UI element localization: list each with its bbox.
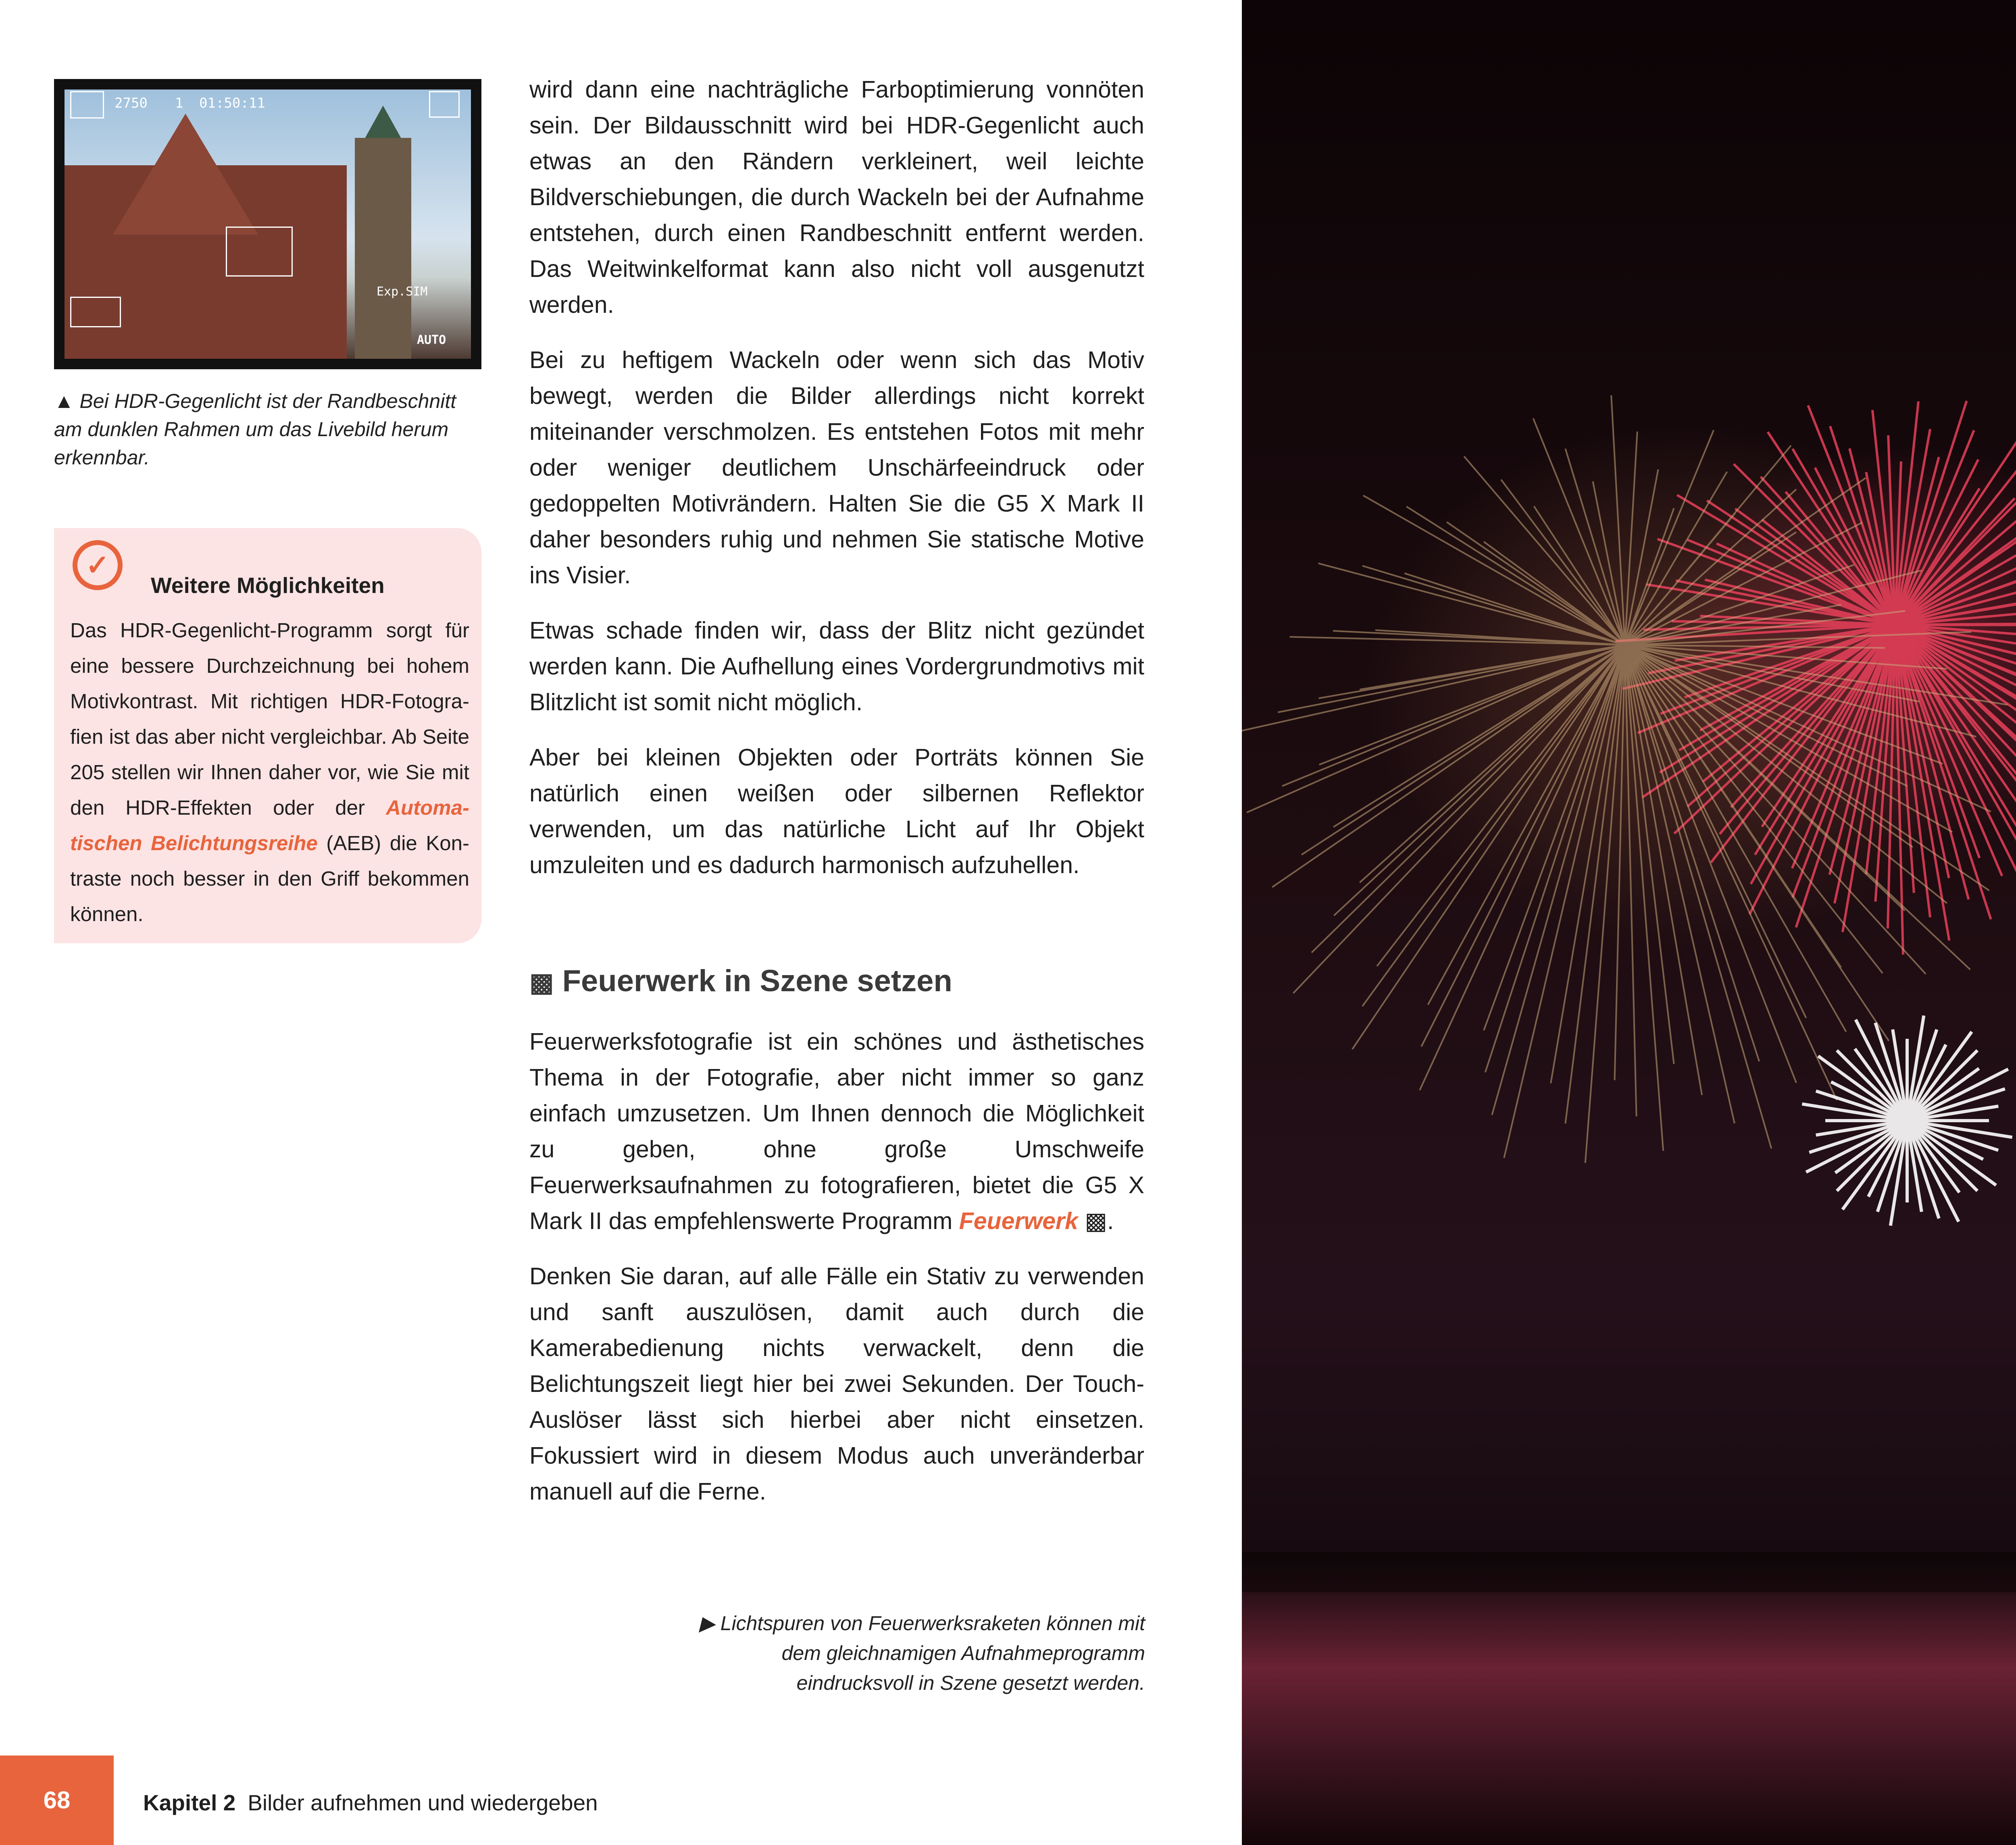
spark-ray — [1907, 1068, 1979, 1121]
tip-title: Weitere Möglichkeiten — [151, 573, 385, 598]
running-footer — [143, 1790, 598, 1816]
spark-ray — [1428, 645, 1625, 1005]
spark-ray — [1625, 645, 1883, 973]
spark-ray — [1835, 1121, 1907, 1173]
fireworks-mode-icon: ▩ — [1078, 1208, 1107, 1234]
spark-ray — [1362, 566, 1625, 645]
scene-mode-icon — [70, 91, 104, 119]
spark-ray — [1907, 1121, 1960, 1192]
spark-ray — [1421, 645, 1625, 1046]
section-heading: ▩ Feuerwerk in Szene setzen — [529, 964, 952, 998]
spark-ray — [1843, 1121, 1907, 1210]
spark-ray — [1625, 445, 1791, 645]
settings-icon — [429, 91, 460, 118]
red-burst — [1615, 401, 2016, 955]
text-column-2 — [529, 1024, 1144, 1529]
exposure-sim-label: Exp.SIM — [377, 285, 428, 299]
fireworks-mode-name: Feuerwerk — [959, 1208, 1078, 1234]
image-caption: ▲ Bei HDR-Gegenlicht ist der Randbeschnitt am dunklen Rahmen um das Livebild herum erkennbar. — [54, 390, 456, 469]
live-view-scene — [65, 89, 471, 359]
church-tower — [355, 138, 411, 359]
shot-counter: 2750 — [115, 95, 148, 111]
spark-ray — [1406, 507, 1625, 645]
spark-ray — [1625, 430, 1714, 645]
paragraph: Bei zu heftigem Wackeln oder wenn sich das Motiv bewegt, werden die Bilder allerdings nicht korrekt miteinander verschmolzen. Es entstehen Fotos mit mehr oder weniger deutlichem Unschärfeeindruck oder gedoppelten Motivrändern. Halten Sie die G5 X Mark II daher besonders ruhig und nehmen Sie statische Motive ins Visier. — [529, 347, 1144, 589]
paragraph: Etwas schade finden wir, dass der Blitz nicht gezündet werden kann. Die Aufhellung eines Vordergrundmotivs mit Blitzlicht ist somit nicht möglich. — [529, 617, 1144, 716]
spark-ray — [1272, 645, 1625, 887]
paragraph: Feuerwerksfotografie ist ein schönes und ästhetisches Thema in der Fotografie, aber nicht immer so ganz einfach umzusetzen. Um Ihnen dennoch die Möglichkeit zu geben, ohne große Umschweife Feuerwerksaufnahmen zu fotografieren, bietet die G5 X Mark II das empfehlenswerte Programm Feuerwerk ▩. — [529, 1028, 1144, 1234]
spark-ray — [1907, 1121, 1996, 1185]
spark-ray — [1501, 480, 1625, 645]
photo-caption: ▶ Lichtspuren von Feuerwerksraketen können mit dem gleichnamigen Aufnahmeprogramm eindrucksvoll in Szene gesetzt werden. — [699, 1612, 1145, 1694]
cross-reference-link: Automatischen Belichtungsreihe — [70, 796, 469, 855]
spark-ray — [1484, 645, 1625, 1030]
check-circle-icon: ✓ — [73, 540, 123, 590]
paragraph: Aber bei kleinen Objekten oder Porträts können Sie natürlich einen weißen oder silbernen Reflektor verwenden, um das natürliche Licht auf Ihr Objekt umzuleiten und es dadurch harmonisch aufzuhellen. — [529, 744, 1144, 878]
spark-ray — [1360, 645, 1625, 882]
spark-ray — [1290, 637, 1625, 645]
clock: 01:50:11 — [199, 95, 265, 111]
spark-ray — [1504, 645, 1625, 1158]
spark-ray — [1907, 1032, 1972, 1121]
camera-live-view-screenshot — [54, 79, 481, 369]
quick-menu-icon — [70, 297, 121, 327]
paragraph: wird dann eine nachträgliche Farboptimierung vonnöten sein. Der Bildausschnitt wird bei HDR-Gegenlicht auch etwas an den Rändern verkleinert, weil leichte Bildverschiebungen, die durch Wackeln bei der Aufnahme entstehen, durch einen Randbeschnitt entfernt werden. Das Weitwinkelformat kann also nicht voll ausgenutzt werden. — [529, 76, 1144, 318]
tower-spire — [363, 106, 403, 142]
small-white-burst — [1802, 1015, 2012, 1225]
auto-label: AUTO — [417, 333, 446, 347]
tip-box — [54, 528, 481, 943]
fireworks-bursts — [1242, 0, 2016, 1845]
fireworks-photo — [1242, 0, 2016, 1845]
focus-frame — [226, 227, 293, 277]
chapter-title: Bilder aufnehmen und wiedergeben — [248, 1790, 598, 1815]
chapter-label: Kapitel 2 — [143, 1790, 236, 1815]
fireworks-mode-icon: ▩ — [529, 968, 554, 997]
text-column — [529, 72, 1144, 903]
gold-burst — [1242, 395, 2008, 1163]
spark-ray — [1855, 1049, 1907, 1121]
tip-text: Das HDR-Gegenlicht-Programm sorgt für eine bessere Durchzeichnung bei hohem Motivkontrast. Mit richtigen HDR-Fotografien ist das aber nicht vergleichbar. Ab Seite 205 stellen wir Ihnen daher vor, wie Sie mit den HDR-Effekten oder der Automatischen Belichtungsreihe (AEB) die Kontraste noch besser in den Griff bekommen können. — [70, 619, 469, 926]
church-gable — [113, 114, 258, 235]
shot-count: 1 — [175, 95, 183, 111]
paragraph: Denken Sie daran, auf alle Fälle ein Stativ zu verwenden und sanft auszulösen, damit auch durch die Kamerabedienung nichts verwackelt, denn die Belichtungszeit liegt hier bei zwei Sekunden. Der Touch-Auslöser lässt sich hierbei aber nicht einsetzen. Fokussiert wird in diesem Modus auch unveränderbar manuell auf die Ferne. — [529, 1263, 1144, 1505]
spark-ray — [1895, 469, 2016, 625]
page-number: 68 — [0, 1756, 114, 1845]
